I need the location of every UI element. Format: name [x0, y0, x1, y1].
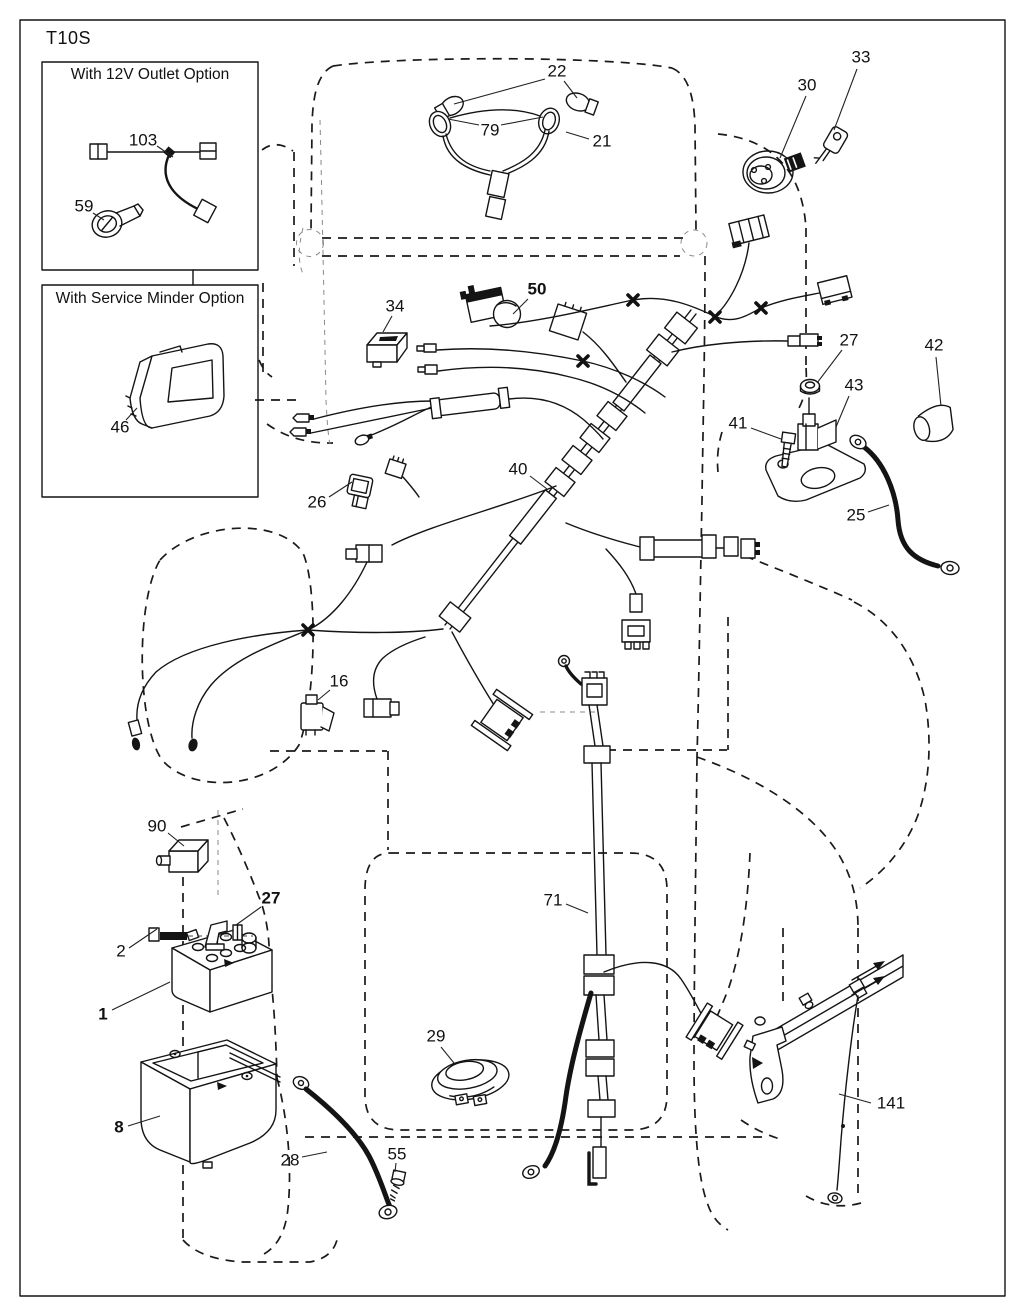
- leader-line-28: [302, 1152, 327, 1157]
- part-label-25: 25: [846, 505, 866, 525]
- inset-12v-outlet-title: With 12V Outlet Option: [70, 66, 230, 83]
- part-label-27: 27: [839, 330, 859, 350]
- leader-line-29: [441, 1047, 454, 1063]
- part-label-71: 71: [543, 890, 563, 910]
- drawing-title: T10S: [46, 28, 92, 48]
- part-label-27: 27: [261, 888, 281, 908]
- fuse-holder-branch: [290, 387, 603, 446]
- part-label-43: 43: [844, 375, 864, 395]
- leader-line-22: [454, 79, 545, 104]
- battery-cable-25: [848, 433, 960, 576]
- center-pin-connector: [606, 549, 650, 649]
- three-pin-plug: [385, 455, 407, 478]
- part-label-79: 79: [480, 120, 500, 140]
- leader-line-40: [530, 476, 547, 489]
- leader-line-30: [780, 96, 806, 158]
- part-label-29: 29: [426, 1026, 446, 1046]
- leader-line-34: [383, 316, 392, 332]
- leader-line-79: [448, 119, 479, 125]
- leader-line-71: [566, 904, 588, 913]
- hour-meter-50: [459, 280, 521, 328]
- part-label-59: 59: [74, 196, 94, 216]
- part-label-55: 55: [387, 1144, 407, 1164]
- part-label-16: 16: [329, 671, 349, 691]
- part-label-8: 8: [114, 1117, 124, 1137]
- wire-assembly-141: [744, 955, 906, 1204]
- interlock-switch-16: [301, 695, 334, 735]
- part-label-41: 41: [728, 413, 748, 433]
- headlight-connector: [483, 170, 511, 219]
- leader-line-21: [566, 132, 589, 139]
- two-part-connector: [346, 545, 382, 562]
- solenoid-nut-27: [801, 380, 820, 395]
- part-label-50: 50: [527, 279, 547, 299]
- leader-line-1: [112, 982, 170, 1010]
- part-label-46: 46: [110, 417, 130, 437]
- part-label-1: 1: [98, 1004, 108, 1024]
- switch-34: [367, 333, 407, 367]
- square-connector: [549, 300, 587, 340]
- leader-line-42: [936, 357, 941, 406]
- tube-connector-assembly: [566, 523, 760, 560]
- part-label-2: 2: [116, 941, 126, 961]
- fuse-26: [344, 474, 373, 509]
- part-label-103: 103: [128, 130, 158, 150]
- inset-service-minder-title: With Service Minder Option: [55, 290, 245, 307]
- part-label-34: 34: [385, 296, 405, 316]
- outlet-socket-59: [89, 204, 143, 241]
- inset-service-minder-box: [42, 285, 258, 497]
- part-label-26: 26: [307, 492, 327, 512]
- part-label-141: 141: [876, 1093, 906, 1113]
- horn-29: [428, 1054, 513, 1113]
- part-label-22: 22: [547, 61, 567, 81]
- battery-box-8: [141, 1040, 280, 1168]
- seat-switch-connector: [471, 689, 532, 750]
- part-label-42: 42: [924, 335, 944, 355]
- leader-line-79: [501, 117, 543, 125]
- ground-cable-28: [291, 1074, 398, 1220]
- leader-line-41: [751, 428, 781, 439]
- screw-55: [387, 1170, 406, 1202]
- part-label-28: 28: [280, 1150, 300, 1170]
- leader-line-16: [318, 690, 330, 700]
- leader-line-43: [836, 396, 849, 427]
- part-label-90: 90: [147, 816, 167, 836]
- hold-down-nut-27: [233, 925, 242, 940]
- mount-bracket: [744, 1027, 786, 1103]
- inline-fuse-holder: [430, 387, 510, 418]
- inset-12v-outlet-box: [42, 62, 258, 285]
- service-minder-module-46: [126, 344, 224, 428]
- part-label-21: 21: [592, 131, 612, 151]
- part-label-33: 33: [851, 47, 871, 67]
- harness-connector-right: [818, 276, 853, 307]
- cable-assembly-71: [521, 656, 743, 1185]
- battery-1: [172, 930, 272, 1012]
- headlight-bulb-right-22: [564, 90, 599, 117]
- part-label-30: 30: [797, 75, 817, 95]
- leader-line-33: [834, 69, 857, 130]
- leader-line-27: [236, 907, 261, 925]
- part-label-40: 40: [508, 459, 528, 479]
- inline-connector: [788, 334, 822, 346]
- ignition-key-33: [812, 125, 849, 170]
- starter-solenoid-43: [766, 398, 866, 501]
- headlight-harness-21: [425, 90, 598, 219]
- stem-connector: [364, 637, 425, 717]
- leader-line-27: [817, 350, 842, 383]
- terminal-boot-42: [910, 403, 958, 447]
- leader-line-25: [868, 505, 889, 512]
